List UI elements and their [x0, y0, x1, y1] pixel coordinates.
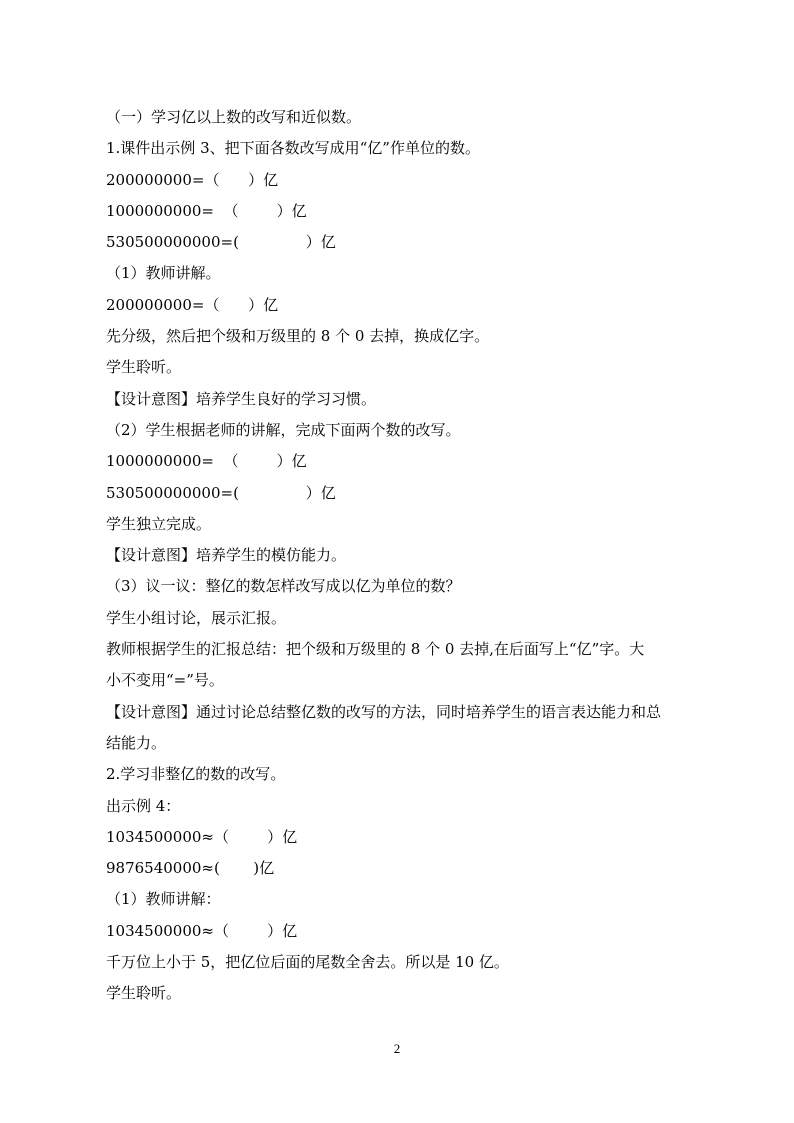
- document-body: [106, 102, 706, 1010]
- step-heading: （2）学生根据老师的讲解，完成下面两个数的改写。: [106, 420, 461, 439]
- explanation-text: 先分级，然后把个级和万级里的 8 个 0 去掉，换成亿字。: [106, 327, 490, 346]
- student-activity: 学生聆听。: [106, 984, 182, 1003]
- exercise-line: 1034500000≈（ ）亿: [106, 921, 298, 940]
- page-number: 2: [393, 1041, 401, 1056]
- step-heading: （1）教师讲解：: [106, 890, 221, 909]
- exercise-line: 1034500000≈（ ）亿: [106, 827, 298, 846]
- summary-text: 小不变用“=”号。: [106, 671, 224, 690]
- design-intent: 结能力。: [106, 733, 167, 752]
- exercise-line: 200000000=（ ）亿: [106, 170, 279, 189]
- explanation-text: 千万位上小于 5，把亿位后面的尾数全舍去。所以是 10 亿。: [106, 953, 509, 972]
- step-heading: （3）议一议：整亿的数怎样改写成以亿为单位的数？: [106, 577, 461, 596]
- exercise-line: 1000000000= （ ）亿: [106, 201, 307, 220]
- student-activity: 学生小组讨论，展示汇报。: [106, 608, 287, 627]
- example-3-title: 1.课件出示例 3、把下面各数改写成用“亿”作单位的数。: [106, 139, 480, 158]
- summary-text: 教师根据学生的汇报总结：把个级和万级里的 8 个 0 去掉,在后面写上“亿”字。大: [106, 640, 645, 659]
- exercise-line: 530500000000=( ）亿: [106, 483, 336, 502]
- student-activity: 学生聆听。: [106, 358, 182, 377]
- exercise-line: 1000000000= （ ）亿: [106, 452, 307, 471]
- exercise-line: 530500000000=( ）亿: [106, 233, 336, 252]
- exercise-line: 200000000=（ ）亿: [106, 295, 279, 314]
- design-intent: 【设计意图】通过讨论总结整亿数的改写的方法，同时培养学生的语言表达能力和总: [106, 702, 662, 721]
- step-heading: （1）教师讲解。: [106, 264, 221, 283]
- design-intent: 【设计意图】培养学生良好的学习习惯。: [106, 389, 377, 408]
- design-intent: 【设计意图】培养学生的模仿能力。: [106, 546, 347, 565]
- exercise-line: 9876540000≈( )亿: [106, 859, 275, 878]
- section-heading: 2.学习非整亿的数的改写。: [106, 765, 286, 784]
- section-heading: （一）学习亿以上数的改写和近似数。: [106, 108, 362, 126]
- example-4-title: 出示例 4：: [106, 796, 181, 815]
- student-activity: 学生独立完成。: [106, 514, 212, 533]
